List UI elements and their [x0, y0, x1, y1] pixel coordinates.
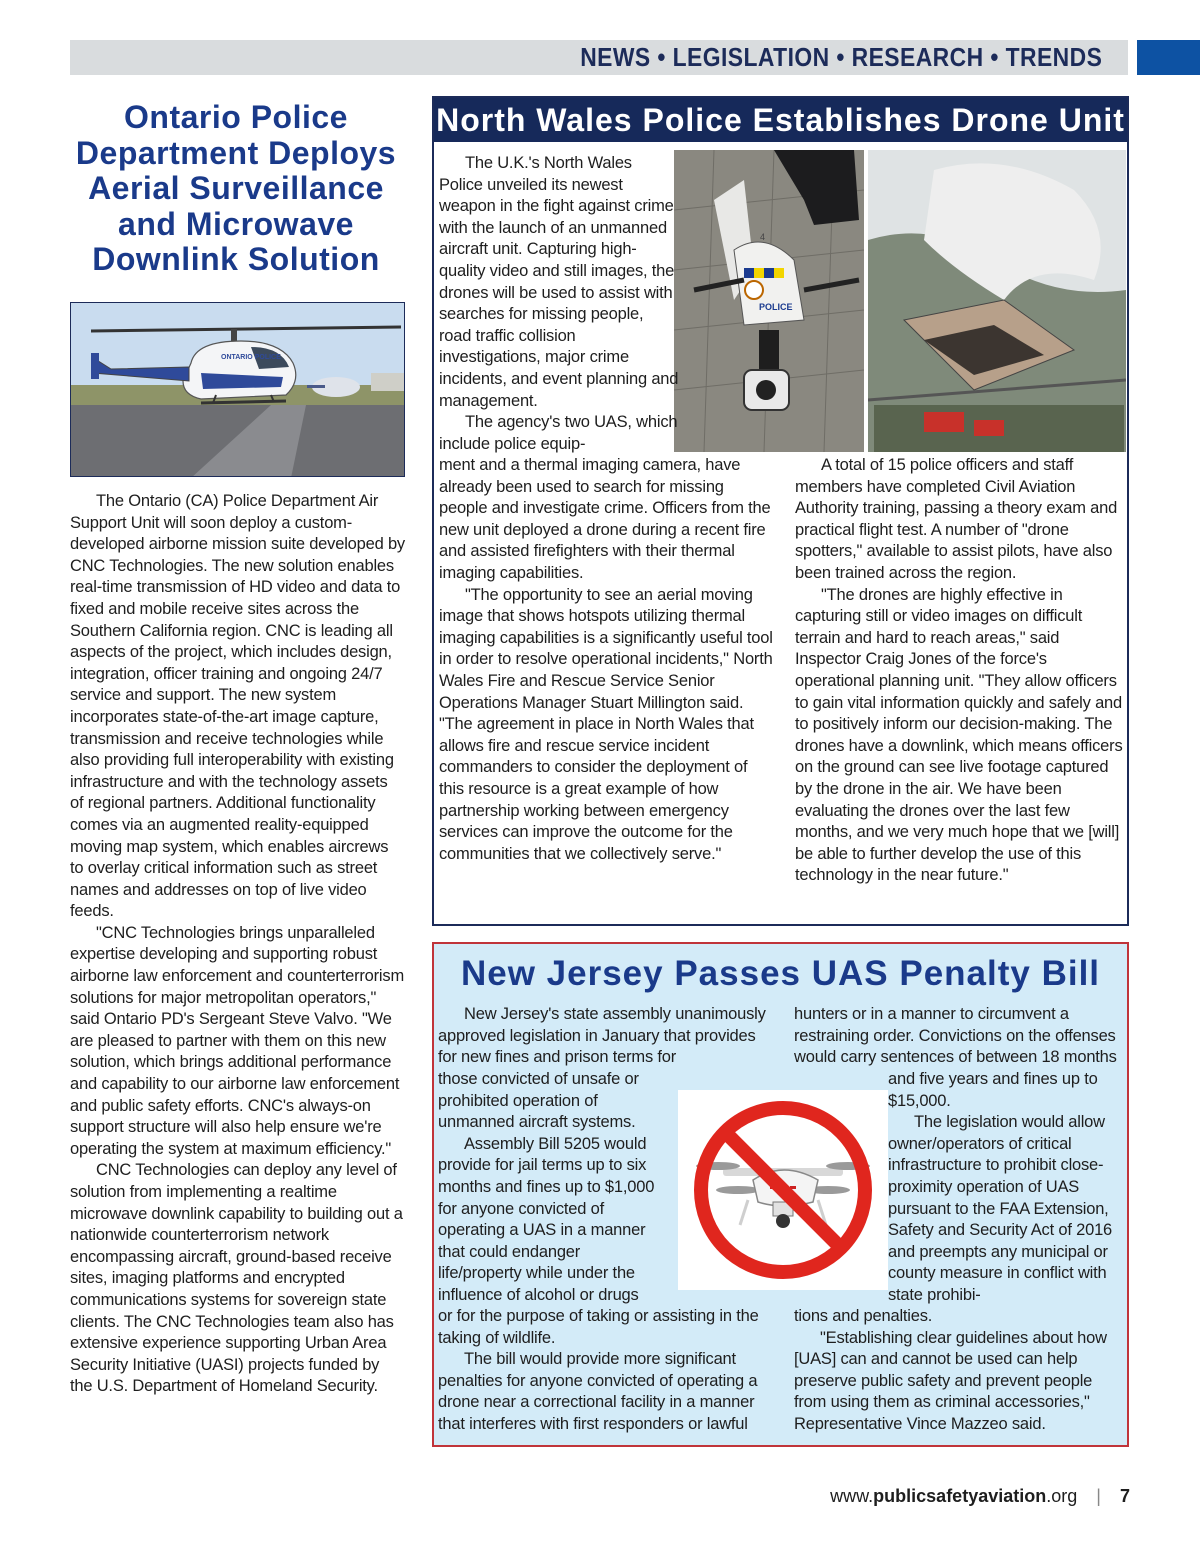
- new-jersey-article-title: New Jersey Passes UAS Penalty Bill: [460, 954, 1101, 993]
- new-jersey-paragraph-4-start: The legislation would allow owner/operators of critical infrastructure to prohibit close-proximity operation of UAS pursuant to the FAA Extension, Safety and Security Act of 2016 and preempts any municipal or county measure in conflict with state prohibi-: [888, 1113, 1113, 1304]
- section-banner: [70, 40, 1128, 75]
- new-jersey-paragraph-3-end: hunters or in a manner to circumvent a restraining order. Convictions on the offenses would carry sentences of between 18 months: [794, 1005, 1117, 1067]
- footer-separator: |: [1096, 1486, 1101, 1506]
- page-footer: [830, 1486, 1130, 1507]
- north-wales-paragraph-2-end: ment and a thermal imaging camera, have already been used to search for missing people and investigate crime. Officers from the new unit deployed a drone during a recent fire and assisted firefighters with their thermal imaging capabilities.: [439, 456, 771, 582]
- north-wales-paragraph-2-start: The agency's two UAS, which include police equip-: [439, 413, 678, 453]
- new-jersey-paragraph-3-start: The bill would provide more significant penalties for anyone convicted of operating a drone near a correctional facility in a manner that interferes with first responders or lawful: [438, 1350, 758, 1433]
- north-wales-intro: [439, 153, 679, 455]
- no-drone-icon: [678, 1090, 888, 1290]
- north-wales-paragraph-4: A total of 15 police officers and staff members have completed Civil Aviation Authority training, passing a theory exam and practical flight test. A number of "drone spotters," available to assist pilots, have also been trained across the region.: [795, 456, 1118, 582]
- new-jersey-paragraph-1-end: those convicted of unsafe or prohibited operation of unmanned aircraft systems.: [438, 1070, 639, 1132]
- police-helicopter-photo: [70, 302, 405, 477]
- ontario-paragraph-2: "CNC Technologies brings unparalleled expertise developing and supporting robust airborne law enforcement and counterterrorism solutions for major metropolitan operators," said Ontario PD's Sergeant Steve Valvo. "We are pleased to partner with them on this new solution, which brings additional performance and capability to our airborne law enforcement and public safety efforts. CNC's always-on support structure will also help ensure we're operating the system at maximum efficiency.": [70, 923, 404, 1158]
- ontario-paragraph-1: The Ontario (CA) Police Department Air Support Unit will soon deploy a custom-developed airborne mission suite developed by CNC Technologies. The new solution enables real-time transmission of HD video and data to fixed and mobile receive sites across the Southern California region. CNC is leading all aspects of the project, which includes design, integration, officer training and ongoing 24/7 service and support. The new system incorporates state-of-the-art image capture, transmission and receive technologies while also providing full interoperability with existing infrastructure and with the technology assets of regional partners. Additional functionality comes via an augmented reality-equipped moving map system, which enables aircrews to overlay critical information such as street names and addresses on top of live video feeds.: [70, 492, 405, 921]
- north-wales-paragraph-5: "The drones are highly effective in capturing still or video images on difficult terrain and hard to reach areas," said Inspector Craig Jones of the force's operational planning unit. "They allow officers to gain vital information quickly and safely and to positively inform our decision-making. The drones have a downlink, which means officers on the ground can see live footage captured by the drone in the air. We have been evaluating the drones over the last few months, and we very much hope that we [will] be able to further develop the use of this technology in the near future.": [795, 585, 1123, 885]
- drone-fire-illustration: [674, 150, 1126, 452]
- new-jersey-paragraph-2-end: or for the purpose of taking or assisting in the taking of wildlife.: [438, 1307, 759, 1347]
- drone-number: 4: [760, 232, 766, 242]
- new-jersey-paragraph-2-start: Assembly Bill 5205 would provide for jail terms up to six months and fines up to $1,000 for anyone convicted of operating a UAS in a manner that could endanger life/property while under the influence of alcohol or drugs: [438, 1134, 655, 1304]
- section-banner-text: NEWS • LEGISLATION • RESEARCH • TRENDS: [579, 42, 1102, 72]
- north-wales-article-title: North Wales Police Establishes Drone Unit: [434, 98, 1127, 142]
- ontario-article-title: Ontario Police Department Deploys Aerial Surveillance and Microwave Downlink Solution: [75, 99, 397, 277]
- new-jersey-left-bottom: [438, 1306, 768, 1436]
- north-wales-left-column: [439, 455, 774, 865]
- new-jersey-right-mid: [888, 1069, 1128, 1307]
- police-drone-and-aerial-fire-photo: [674, 150, 1126, 452]
- banner-accent-block: [1137, 40, 1200, 75]
- page-number: 7: [1119, 1486, 1130, 1506]
- new-jersey-right-top: [794, 1004, 1127, 1069]
- footer-url-prefix: www.: [830, 1486, 874, 1506]
- new-jersey-right-bottom: [794, 1306, 1127, 1436]
- helicopter-illustration: [71, 303, 405, 477]
- new-jersey-paragraph-1-start: New Jersey's state assembly unanimously approved legislation in January that provides for new fines and prison terms for: [438, 1005, 766, 1067]
- new-jersey-article-box: [432, 942, 1129, 1447]
- new-jersey-left-mid: [438, 1069, 668, 1307]
- drone-police-label: POLICE: [759, 302, 793, 312]
- helicopter-label: ONTARIO POLICE: [221, 354, 281, 361]
- north-wales-paragraph-1: The U.K.'s North Wales Police unveiled its newest weapon in the fight against crime with the launch of an unmanned aircraft unit. Capturing high-quality video and still images, the drones will be used to assist with searches for missing people, road traffic collision investigations, major crime incidents, and event planning and management.: [439, 154, 679, 410]
- new-jersey-paragraph-4-end: tions and penalties.: [794, 1307, 933, 1325]
- ontario-paragraph-3: CNC Technologies can deploy any level of solution from implementing a realtime microwave downlink capability to building out a nationwide counterterrorism network encompassing aircraft, ground-based receive sites, imaging platforms and encrypted communications systems for sovereign state clients. The CNC Technologies team also has extensive experience supporting Urban Area Security Initiative (UASI) projects funded by the U.S. Department of Homeland Security.: [70, 1161, 403, 1396]
- new-jersey-paragraph-3-tail: and five years and fines up to $15,000.: [888, 1070, 1098, 1110]
- north-wales-article-box: [432, 96, 1129, 926]
- footer-url-suffix: .org: [1046, 1486, 1078, 1506]
- north-wales-paragraph-3: "The opportunity to see an aerial moving image that shows hotspots utilizing thermal imaging capabilities is a significantly useful tool in order to resolve operational incidents," North Wales Fire and Rescue Service Senior Operations Manager Stuart Millington said. "The agreement in place in North Wales that allows fire and rescue service incident commanders to consider the deployment of this resource is a great example of how partnership working between emergency services can improve the outcome for the communities that we collectively serve.": [439, 585, 773, 863]
- ontario-article-body: [70, 491, 405, 1398]
- north-wales-right-column: [795, 455, 1127, 887]
- no-drone-sign: [678, 1090, 888, 1290]
- new-jersey-left-top: [438, 1004, 768, 1069]
- new-jersey-paragraph-5: "Establishing clear guidelines about how [UAS] can and cannot be used can help preserve public safety and prevent people from using them as criminal accessories," Representative Vince Mazzeo said.: [794, 1328, 1107, 1433]
- footer-url-domain: publicsafetyaviation: [873, 1486, 1047, 1506]
